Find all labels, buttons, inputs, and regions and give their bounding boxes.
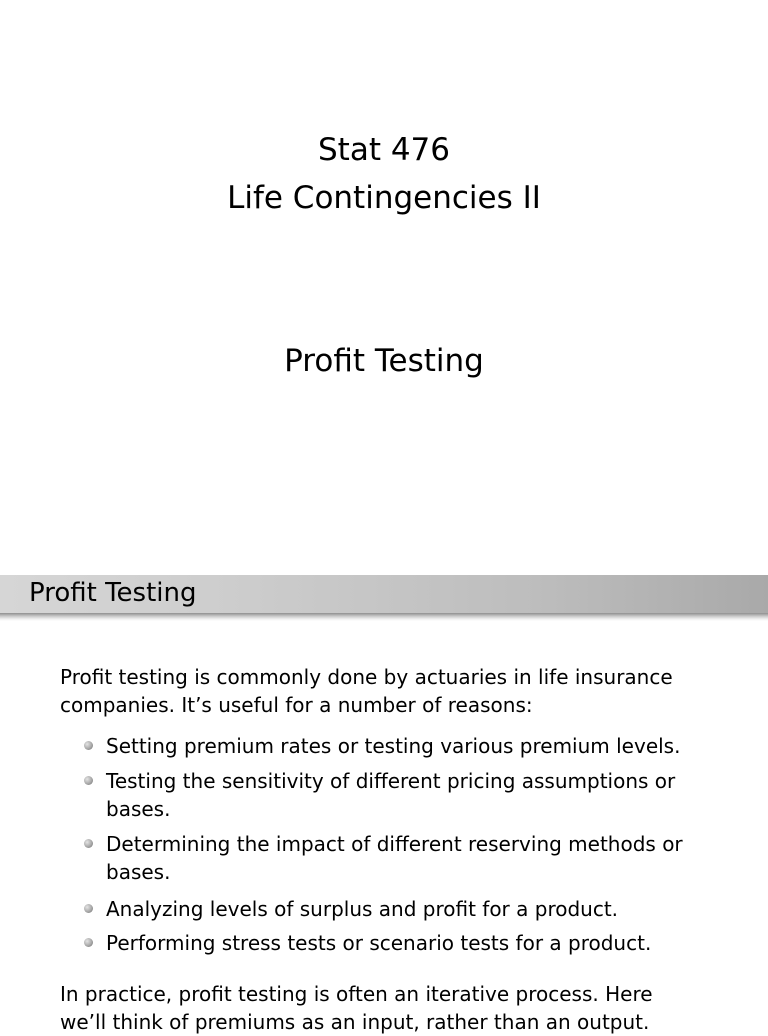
- bullet-icon: [84, 938, 93, 947]
- closing-paragraph: In practice, profit testing is often an iterative process. Here we’ll think of premiums as an input, rather than an output.: [60, 982, 653, 1034]
- list-item-text: Analyzing levels of surplus and profit for a product.: [106, 897, 619, 921]
- course-number: Stat 476: [317, 132, 450, 168]
- course-name: Life Contingencies II: [227, 180, 541, 216]
- list-item-text: Testing the sensitivity of different pricing assumptions or bases.: [106, 769, 676, 821]
- bullet-icon: [84, 776, 93, 785]
- frame-title: Profit Testing: [29, 578, 197, 608]
- bullet-icon: [84, 839, 93, 848]
- list-item-text: Determining the impact of different reserving methods or bases.: [106, 832, 683, 884]
- lecture-title: Profit Testing: [284, 343, 484, 379]
- list-item-text: Setting premium rates or testing various premium levels.: [106, 734, 681, 758]
- frame-title-bar-shadow: [0, 613, 768, 621]
- bullet-icon: [84, 741, 93, 750]
- intro-paragraph: Profit testing is commonly done by actuaries in life insurance companies. It’s useful for a number of reasons:: [60, 665, 673, 717]
- list-item-text: Performing stress tests or scenario tests for a product.: [106, 931, 652, 955]
- bullet-icon: [84, 904, 93, 913]
